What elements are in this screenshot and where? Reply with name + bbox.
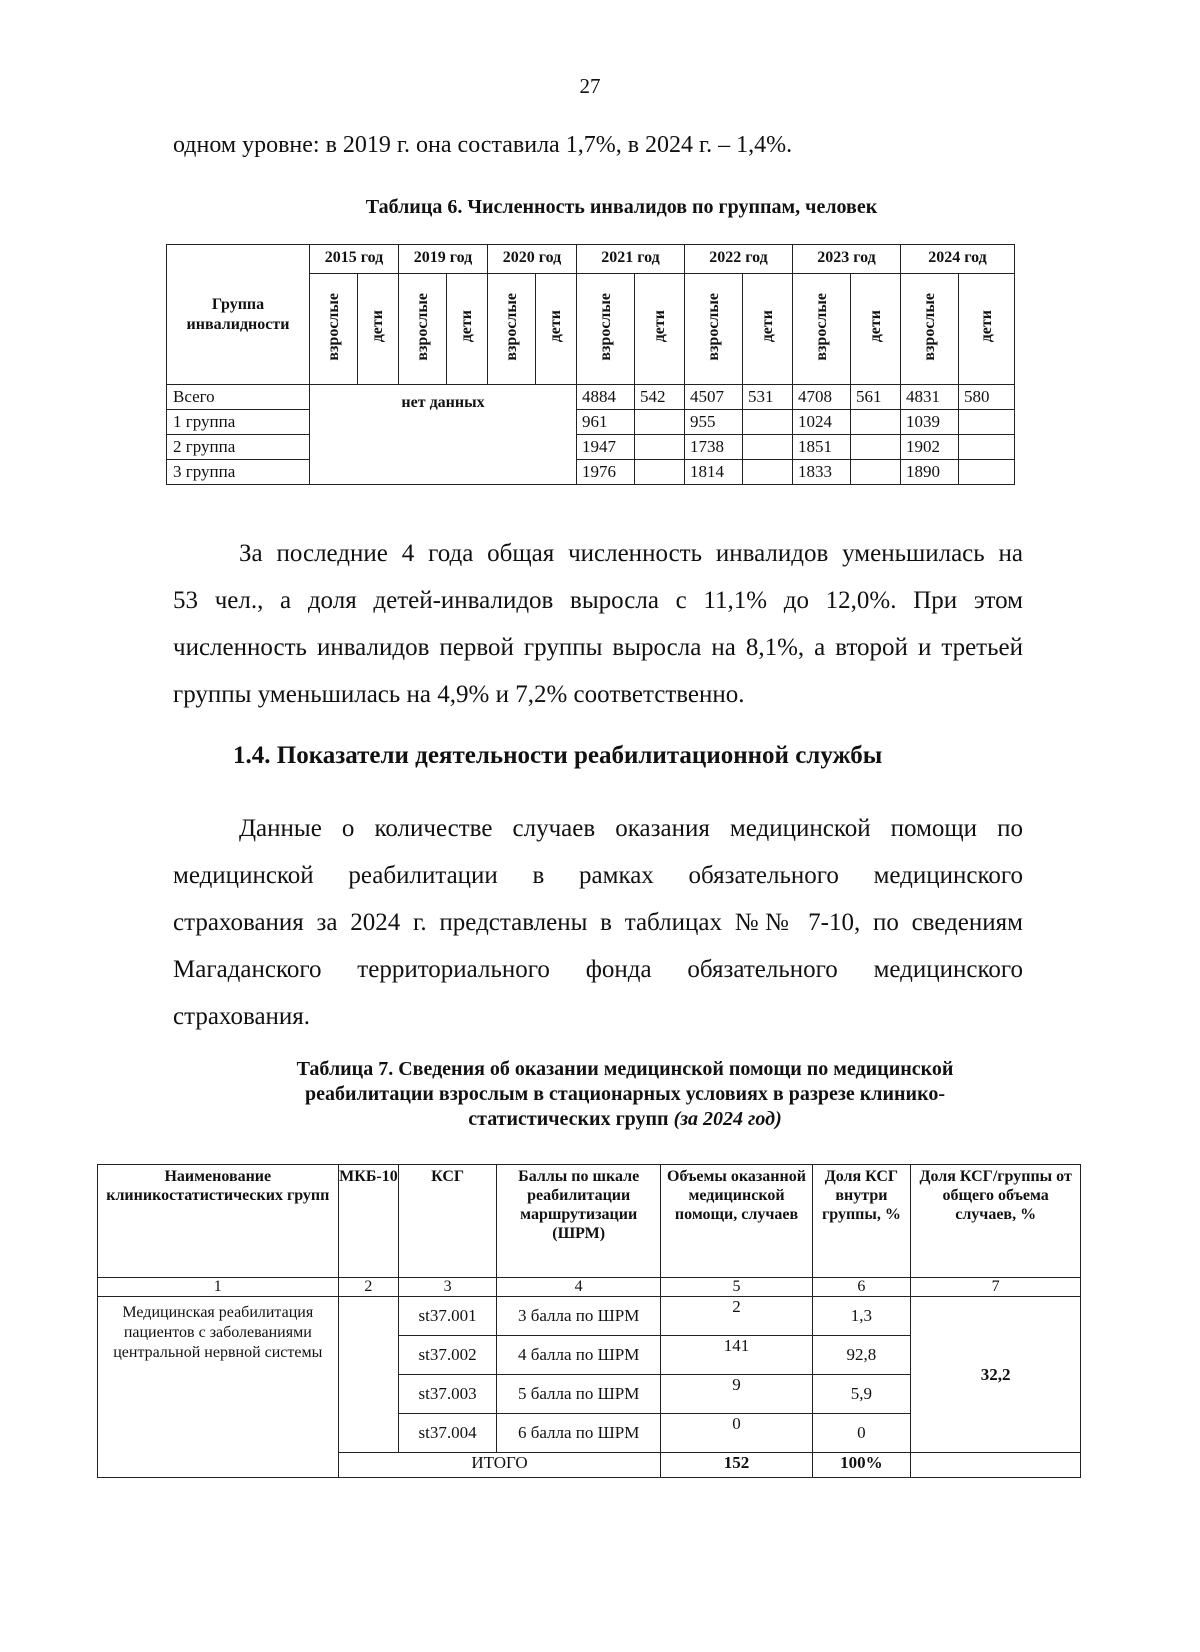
table-cell [959,460,1015,485]
header-share-in-group: Доля КСГ внутри группы, % [812,1165,911,1278]
continued-text-line: одном уровне: в 2019 г. она составила 1,7%, в 2024 г. – 1,4%. [173,132,793,158]
share-cell: 0 [812,1414,911,1453]
score-cell: 4 балла по ШРМ [496,1336,661,1375]
paragraph-line: 53 чел., а доля детей-инвалидов выросла с 11,1% до 12,0%. При этом [173,587,1023,614]
year-header: 2020 год [488,245,577,274]
table6-year-header-row [167,245,1015,274]
table7-caption [0,1057,1200,1132]
group-name-cell: Медицинская реабилитация пациентов с заболеваниями центральной нервной системы [98,1297,339,1478]
paragraph-line: медицинской реабилитации в рамках обязательного медицинского [173,862,1023,889]
caption-line: Таблица 7. Сведения об оказании медицинской помощи по медицинской [296,1058,954,1080]
table-cell [959,435,1015,460]
paragraph-line: За последние 4 года общая численность инвалидов уменьшилась на [239,540,1023,567]
table7-header-row [98,1165,1081,1278]
col-number: 6 [812,1278,911,1297]
ksg-cell: st37.001 [399,1297,497,1336]
year-header: 2022 год [685,245,793,274]
subheader-children: дети [959,274,1015,385]
share-cell: 5,9 [812,1375,911,1414]
table-cell: 1902 [901,435,959,460]
icd10-cell [338,1297,399,1453]
col-number: 1 [98,1278,339,1297]
score-cell: 5 балла по ШРМ [496,1375,661,1414]
year-header: 2024 год [901,245,1015,274]
col-number: 4 [496,1278,661,1297]
score-cell: 3 балла по ШРМ [496,1297,661,1336]
group-share-cell: 32,2 [911,1297,1081,1453]
table6-group-header: Группа инвалидности [167,245,310,385]
header-icd10: МКБ-10 [338,1165,399,1278]
subheader-adults: взрослые [901,274,959,385]
ksg-cell: st37.004 [399,1414,497,1453]
table-cell: 955 [685,410,743,435]
table-cell: 561 [851,385,901,410]
year-header: 2015 год [310,245,399,274]
subheader-children: дети [447,274,488,385]
row-label: 2 группа [167,435,310,460]
table-cell [743,460,793,485]
table-cell: 1833 [793,460,851,485]
table-cell: 1976 [577,460,635,485]
table-row [167,385,1015,410]
table-cell: 4708 [793,385,851,410]
score-cell: 6 балла по ШРМ [496,1414,661,1453]
subheader-adults: взрослые [685,274,743,385]
subheader-adults: взрослые [310,274,358,385]
table-row [167,435,1015,460]
table-cell: 1738 [685,435,743,460]
subheader-children: дети [358,274,399,385]
section-heading: 1.4. Показатели деятельности реабилитационной службы [233,742,883,769]
volume-cell: 9 [661,1375,812,1414]
paragraph-line: численность инвалидов первой группы выросла на 8,1%, а второй и третьей [173,634,1023,661]
caption-line: статистических групп (за 2024 год) [468,1108,782,1130]
table-row [167,410,1015,435]
subheader-adults: взрослые [399,274,447,385]
table-cell: 1851 [793,435,851,460]
subheader-children: дети [536,274,577,385]
table6-disabled-by-group [166,244,1015,485]
year-header: 2023 год [793,245,901,274]
paragraph-line: страхования за 2024 г. представлены в таблицах №№ 7-10, по сведениям [173,909,1023,936]
table-cell: 1024 [793,410,851,435]
table-row [98,1297,1081,1336]
year-header: 2019 год [399,245,488,274]
subheader-adults: взрослые [577,274,635,385]
subheader-adults: взрослые [488,274,536,385]
ksg-cell: st37.002 [399,1336,497,1375]
paragraph-line: страхования. [173,1003,311,1030]
table-cell [851,460,901,485]
share-cell: 92,8 [812,1336,911,1375]
paragraph-disability-summary [173,530,1023,718]
table-cell [635,435,685,460]
ksg-cell: st37.003 [399,1375,497,1414]
paragraph-line: группы уменьшилась на 4,9% и 7,2% соответственно. [173,681,745,708]
table-cell: 1947 [577,435,635,460]
table6-caption: Таблица 6. Численность инвалидов по группам, человек [365,196,878,218]
table-cell [635,460,685,485]
row-label: 3 группа [167,460,310,485]
table-cell: 4507 [685,385,743,410]
row-label: Всего [167,385,310,410]
col-number: 3 [399,1278,497,1297]
paragraph-rehab-data [173,805,1023,1040]
table-cell: 961 [577,410,635,435]
paragraph-line: Магаданского территориального фонда обязательного медицинского [173,956,1023,983]
table-cell [743,410,793,435]
total-label: ИТОГО [338,1453,661,1478]
subheader-adults: взрослые [793,274,851,385]
total-volume: 152 [661,1453,812,1478]
year-header: 2021 год [577,245,685,274]
caption-line: реабилитации взрослым в стационарных условиях в разрезе клинико- [304,1083,946,1105]
header-volume: Объемы оказанной медицинской помощи, случаев [661,1165,812,1278]
table-cell: 4831 [901,385,959,410]
header-group-name: Наименование клиникостатистических групп [98,1165,339,1278]
volume-cell: 0 [661,1414,812,1453]
total-empty-cell [911,1453,1081,1478]
header-ksg: КСГ [399,1165,497,1278]
table-cell: 1890 [901,460,959,485]
page-number: 27 [579,74,601,98]
subheader-children: дети [743,274,793,385]
row-label: 1 группа [167,410,310,435]
table-cell: 531 [743,385,793,410]
col-number: 7 [911,1278,1081,1297]
table-cell: 1814 [685,460,743,485]
header-shrm-score: Баллы по шкале реабилитации маршрутизации (ШРМ) [496,1165,661,1278]
table-cell: 4884 [577,385,635,410]
table-cell: 580 [959,385,1015,410]
subheader-children: дети [635,274,685,385]
no-data-cell: нет данных [310,385,577,485]
table-row [167,460,1015,485]
table-cell: 542 [635,385,685,410]
total-share: 100% [812,1453,911,1478]
table-cell [959,410,1015,435]
table-cell [851,435,901,460]
table-cell: 1039 [901,410,959,435]
share-cell: 1,3 [812,1297,911,1336]
table7-col-number-row [98,1278,1081,1297]
header-share-of-total: Доля КСГ/группы от общего объема случаев, % [911,1165,1081,1278]
col-number: 2 [338,1278,399,1297]
table-cell [635,410,685,435]
table-cell [743,435,793,460]
paragraph-line: Данные о количестве случаев оказания медицинской помощи по [239,815,1023,842]
subheader-children: дети [851,274,901,385]
volume-cell: 2 [661,1297,812,1336]
table-cell [851,410,901,435]
volume-cell: 141 [661,1336,812,1375]
col-number: 5 [661,1278,812,1297]
caption-italic: (за 2024 год) [673,1108,782,1130]
table7-rehab-inpatient [97,1164,1081,1478]
